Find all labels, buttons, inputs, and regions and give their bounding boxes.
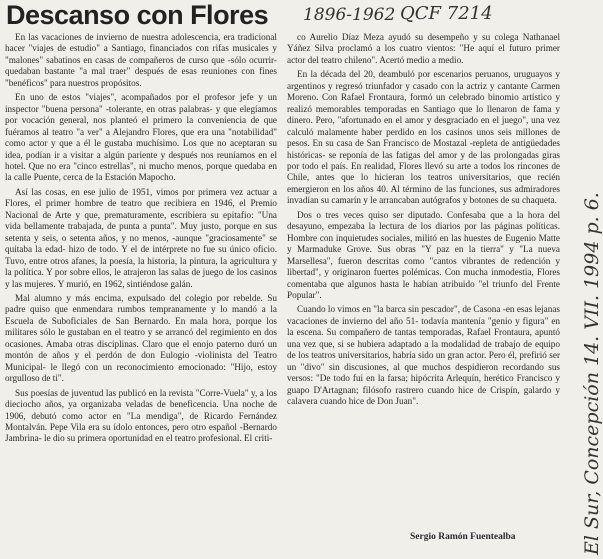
paragraph: Cuando lo vimos en "la barca sin pescador", de Casona -en esas lejanas vacaciones de invierno del año 51- todavía mantenía "genio y figura" en la escena. Su compañero de tantas temporadas, Rafael Frontaura, apuntó una vez que, si se hubiera adaptado a la modalidad de trabajo de equipo de los teatros universitarios, habría sido un gran actor. Pero él, prefirió ser un "divo" sin discusiones, al que muchos despidieron recordando sus versos: "De todo fui en la farsa; hipócrita Arlequín, herético Francisco y guapo D'Artagnan; filósofo rastrero cuando hice de Crispín, galardo y calavera cuando hice de Don Juan". (287, 304, 560, 407)
handwritten-code: QCF 7214 (400, 3, 493, 24)
paragraph: En las vacaciones de invierno de nuestra adolescencia, era tradicional hacer "viajes de estudio" a Santiago, financiados con rifas musicales y "malones" sabatinos en casas de compañeros de curso que -sólo ocurrir- quedaban bastante "a mal traer" después de esas reuniones con fines "benéficos" para nuestros propósitos. (5, 32, 277, 88)
article-column-left (5, 32, 277, 448)
article-column-right (287, 32, 560, 411)
paragraph: Mal alumno y más encima, expulsado del colegio por rebelde. Su padre quiso que enmendara rumbos tempranamente y lo mandó a la Escuela de Suboficiales de San Bernardo. En mala hora, porque los militares sólo le gustaban en el teatro y se arrancó del regimiento en dos ocasiones. Amaba otras disciplinas. Claro que el enojo paterno duró un montón de años y el perdón de don Eulogio -violinista del Teatro Municipal- le llegó con un reconocimiento emocionado: "Hijo, estoy orgulloso de ti". (5, 292, 277, 384)
handwritten-margin-note: El Sur, Concepción 14. VII. 1994 p. 6. (581, 192, 603, 555)
paragraph: Sus poesías de juventud las publicó en la revista "Corre-Vuela" y, a los dieciocho años, ya organizaba veladas de beneficencia. Una noche de 1906, debutó como actor en "La mendiga", de Ricardo Fernández Montalván. Pepe Vila era su ídolo entonces, pero otro español -Bernardo Jambrina- le dio su primera oportunidad en el teatro profesional. El criti- (5, 387, 277, 444)
paragraph: En uno de estos "viajes", acompañados por el profesor jefe y un inspector "buena persona" -tolerante, en otras palabras- y que elegíamos por vocación general, nos planteó el primero la conveniencia de que fuéramos al teatro "a ver" a Alejandro Flores, que era una "notabilidad" como actor y que a él le gustaba muchísimo. Los que no aceptaran su idea, podían ir a visitar a algún pariente y después nos reuníamos en el hotel. Que no era "cinco estrellas", ni mucho menos, porque quedaba en la calle Puente, cerca de la Estación Mapocho. (5, 92, 277, 183)
paragraph: Así las cosas, en ese julio de 1951, vimos por primera vez actuar a Flores, el primer hombre de teatro que recibiera en 1946, el Premio Nacional de Arte y que, prematuramente, escribiera su epitafio: "Una vida bellamente trabajada, de punta a punta". Muy justo, porque en sus setenta y seis, o setenta años, y no menos, -aunque "graciosamente" se quitaba la edad- hizo de todo. Y el de intérprete no fue su único oficio. Tuvo, entre otros afanes, la poesía, la historia, la pintura, la agricultura y la política. Y por sobre ellos, le atrajeron las salas de juego de los casinos y las mujeres. Y murió, en 1962, sintiéndose galán. (5, 186, 277, 289)
article-byline: Sergio Ramón Fuentealba (410, 532, 516, 542)
article-headline: Descanso con Flores (6, 0, 269, 30)
handwritten-date: 1896-1962 (303, 5, 396, 25)
paragraph: En la década del 20, deambuló por escenarios peruanos, uruguayos y argentinos y regresó triunfador y casado con la actriz y cantante Carmen Moreno. Con Rafael Frontaura, formó un celebrado binomio artístico y realizó memorables temporadas en Santiago que lo llenaron de fama y dinero. Pero, "afortunado en el amor y desgraciado en el juego", una vez calculó malamente haber perdido en los casinos unos seis millones de pesos. En su casa de San Francisco de Mostazal -repleta de antigüedades históricas- se reponía de las fatigas del amor y de las prolongadas giras por todo el país. En realidad, Flores llevó su arte a todos los rincones de Chile, antes que lo hicieran los teatros universitarios, que recién emergieron en los años 40. Al término de las funciones, sus admiradores invadían su camarín y le arrancaban autógrafos y botones de su chaqueta. (287, 69, 560, 206)
paragraph: co Aurelio Díaz Meza ayudó su desempeño y su colega Nathanael Yáñez Silva proclamó a los cuatro vientos: "He aquí el futuro primer actor del teatro chileno". Acertó medio a medio. (287, 32, 560, 65)
paragraph: Dos o tres veces quiso ser diputado. Confesaba que a la hora del desayuno, empezaba la lectura de los diarios por las páginas políticas. Hombre con inquietudes sociales, militó en las huestes de Eugenio Matte y Marmaduke Grove. Sus obras "Y paz en la tierra" y "La nueva Marsellesa", fueron descritas como "cantos vibrantes de redención y libertad", y originaron fuertes polémicas. Con mucha inmodestia, Flores comentaba que algunos hasta le habían atribuido "el triunfo del Frente Popular". (287, 209, 560, 300)
